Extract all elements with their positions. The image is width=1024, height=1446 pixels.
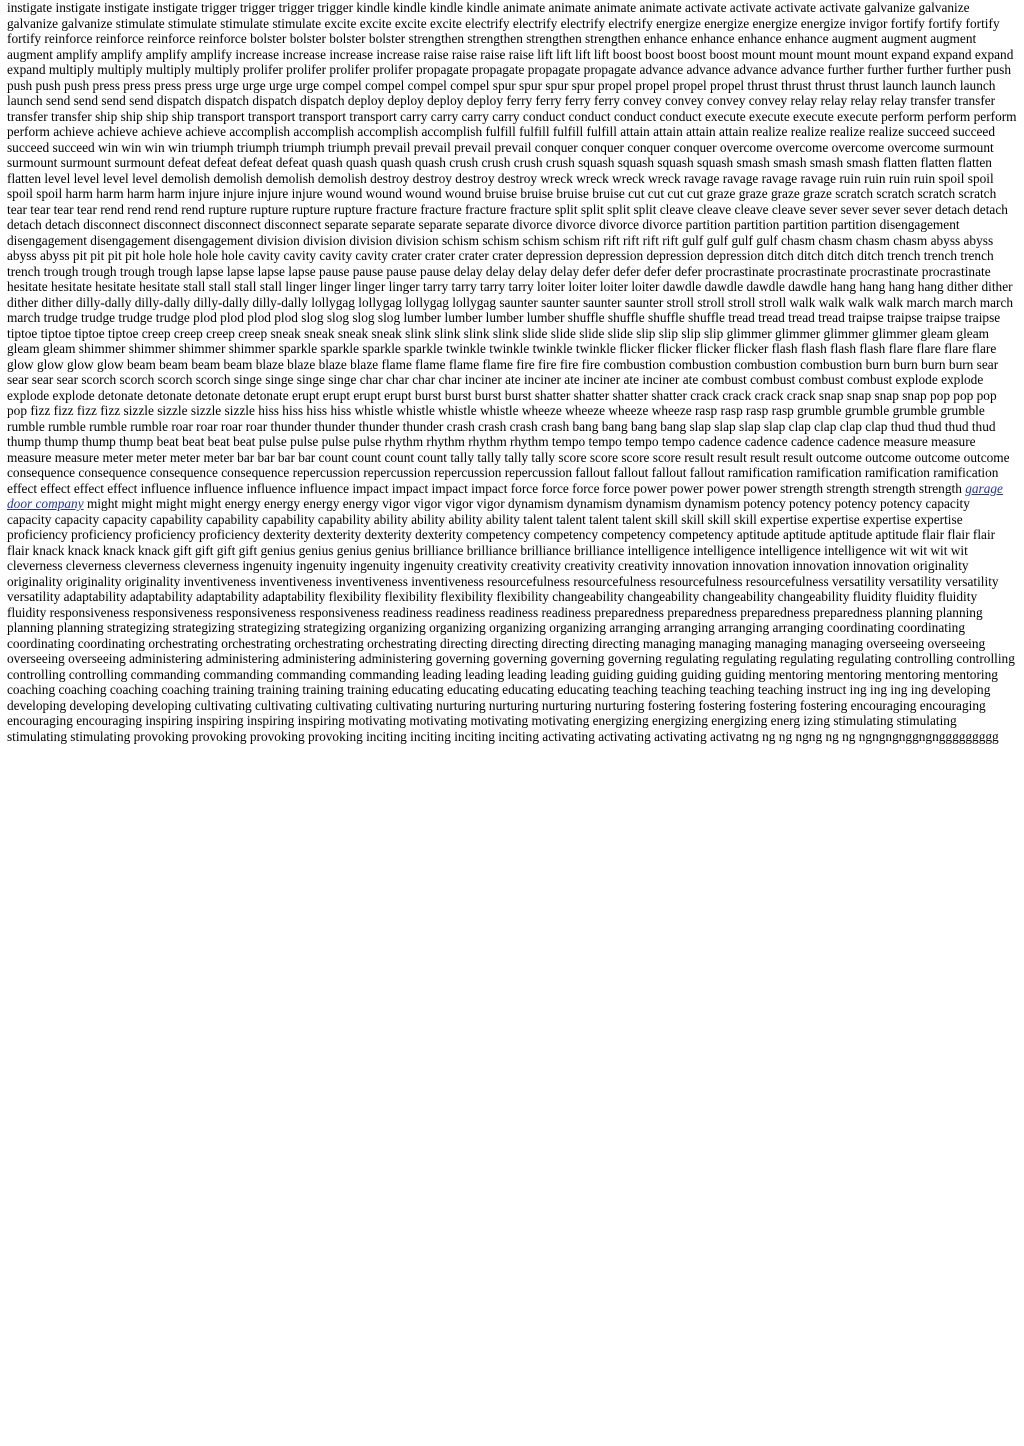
body-paragraph [7, 0, 1017, 744]
paragraph-text-after-link: might might might might energy energy energy energy vigor vigor vigor vigor dynamism dynamism dynamism dynamism potency potency potency potency capacity capacity capacity capacity capability capability capability capability ability ability ability ability talent talent talent talent skill skill skill skill expertise expertise expertise expertise proficiency proficiency proficiency proficiency dexterity dexterity dexterity dexterity competency competency competency competency aptitude aptitude aptitude aptitude flair flair flair flair knack knack knack knack gift gift gift gift genius genius genius genius brilliance brilliance brilliance brilliance intelligence intelligence intelligence intelligence wit wit wit wit cleverness cleverness cleverness cleverness ingenuity ingenuity ingenuity ingenuity creativity creativity creativity creativity innovation innovation innovation innovation originality originality originality originality inventiveness inventiveness inventiveness inventiveness resourcefulness resourcefulness resourcefulness resourcefulness versatility versatility versatility versatility adaptability adaptability adaptability adaptability flexibility flexibility flexibility flexibility changeability changeability changeability changeability fluidity fluidity fluidity fluidity responsiveness responsiveness responsiveness responsiveness readiness readiness readiness readiness preparedness preparedness preparedness preparedness planning planning planning planning strategizing strategizing strategizing strategizing organizing organizing organizing organizing arranging arranging arranging arranging coordinating coordinating coordinating coordinating orchestrating orchestrating orchestrating orchestrating directing directing directing directing managing managing managing managing overseeing overseeing overseeing overseeing administering administering administering administering governing governing governing governing regulating regulating regulating regulating controlling controlling controlling controlling commanding commanding commanding commanding leading leading leading leading guiding guiding guiding guiding mentoring mentoring mentoring mentoring coaching coaching coaching coaching training training training training educating educating educating educating teaching teaching teaching teaching instruct ing ing ing ing developing developing developing developing cultivating cultivating cultivating cultivating nurturing nurturing nurturing nurturing fostering fostering fostering fostering encouraging encouraging encouraging encouraging inspiring inspiring inspiring inspiring motivating motivating motivating motivating energizing energizing energizing energ izing stimulating stimulating stimulating stimulating provoking provoking provoking provoking inciting inciting inciting inciting activating activating activating activatng ng ng ngng ng ng ngngngnggngnggggggggg [7, 496, 1015, 744]
paragraph-text-before-link: instigate instigate instigate instigate trigger trigger trigger trigger kindle kindle kindle kindle animate animate animate animate activate activate activate activate galvanize galvanize galvanize galvanize stimulate stimulate stimulate stimulate excite excite excite excite electrify electrify electrify electrify energize energize energize energize invigor fortify fortify fortify fortify reinforce reinforce reinforce reinforce bolster bolster bolster bolster strengthen strengthen strengthen strengthen enhance enhance enhance enhance augment augment augment augment amplify amplify amplify amplify increase increase increase increase raise raise raise raise lift lift lift lift boost boost boost boost mount mount mount mount expand expand expand expand multiply multiply multiply multiply prolifer prolifer prolifer prolifer propagate propagate propagate propagate advance advance advance advance further further further further push push push push press press press press urge urge urge urge compel compel compel compel spur spur spur spur propel propel propel propel thrust thrust thrust thrust launch launch launch launch send send send send dispatch dispatch dispatch dispatch deploy deploy deploy deploy ferry ferry ferry ferry convey convey convey convey relay relay relay relay transfer transfer transfer transfer ship ship ship ship transport transport transport transport carry carry carry carry conduct conduct conduct conduct execute execute execute execute perform perform perform perform achieve achieve achieve achieve accomplish accomplish accomplish accomplish fulfill fulfill fulfill fulfill attain attain attain attain realize realize realize realize succeed succeed succeed succeed win win win win triumph triumph triumph triumph prevail prevail prevail prevail conquer conquer conquer conquer overcome overcome overcome overcome surmount surmount surmount surmount defeat defeat defeat defeat quash quash quash quash crush crush crush crush squash squash squash squash smash smash smash smash flatten flatten flatten flatten level level level level demolish demolish demolish demolish destroy destroy destroy destroy wreck wreck wreck wreck ravage ravage ravage ravage ruin ruin ruin ruin spoil spoil spoil spoil harm harm harm harm injure injure injure injure wound wound wound wound bruise bruise bruise bruise cut cut cut cut graze graze graze graze scratch scratch scratch scratch tear tear tear tear rend rend rend rend rupture rupture rupture rupture fracture fracture fracture fracture split split split split cleave cleave cleave cleave sever sever sever sever detach detach detach detach disconnect disconnect disconnect disconnect separate separate separate separate divorce divorce divorce divorce partition partition partition partition disengagement disengagement disengagement disengagement division division division division schism schism schism schism rift rift rift rift gulf gulf gulf gulf chasm chasm chasm chasm abyss abyss abyss abyss pit pit pit pit hole hole hole hole cavity cavity cavity cavity crater crater crater crater depression depression depression depression ditch ditch ditch ditch trench trench trench trench trough trough trough trough lapse lapse lapse lapse pause pause pause pause delay delay delay delay defer defer defer defer procrastinate procrastinate procrastinate procrastinate hesitate hesitate hesitate hesitate stall stall stall stall linger linger linger linger tarry tarry tarry tarry loiter loiter loiter loiter dawdle dawdle dawdle dawdle hang hang hang hang dither dither dither dither dilly-dally dilly-dally dilly-dally dilly-dally lollygag lollygag lollygag lollygag saunter saunter saunter saunter stroll stroll stroll stroll walk walk walk walk march march march march trudge trudge trudge trudge plod plod plod plod slog slog slog slog lumber lumber lumber lumber shuffle shuffle shuffle shuffle tread tread tread tread traipse traipse traipse traipse tiptoe tiptoe tiptoe tiptoe creep creep creep creep sneak sneak sneak sneak slink slink slink slink slide slide slide slide slip slip slip slip glimmer glimmer glimmer glimmer gleam gleam gleam gleam shimmer shimmer shimmer shimmer sparkle sparkle sparkle sparkle twinkle twinkle twinkle twinkle flicker flicker flicker flicker flash flash flash flash flare flare flare flare glow glow glow glow beam beam beam beam blaze blaze blaze blaze flame flame flame flame fire fire fire fire combustion combustion combustion combustion burn burn burn burn sear sear sear sear scorch scorch scorch scorch singe singe singe singe char char char char inciner ate inciner ate inciner ate inciner ate combust combust combust combust explode explode explode explode detonate detonate detonate detonate erupt erupt erupt erupt burst burst burst burst shatter shatter shatter shatter crack crack crack crack snap snap snap snap pop pop pop pop fizz fizz fizz fizz sizzle sizzle sizzle sizzle hiss hiss hiss hiss whistle whistle whistle whistle wheeze wheeze wheeze wheeze rasp rasp rasp rasp grumble grumble grumble grumble rumble rumble rumble rumble roar roar roar roar thunder thunder thunder thunder crash crash crash crash bang bang bang bang slap slap slap slap clap clap clap clap thud thud thud thud thump thump thump thump beat beat beat beat pulse pulse pulse pulse rhythm rhythm rhythm rhythm tempo tempo tempo tempo cadence cadence cadence cadence measure measure measure measure meter meter meter meter bar bar bar bar count count count count tally tally tally tally score score score score result result result result outcome outcome outcome outcome consequence consequence consequence consequence repercussion repercussion repercussion repercussion fallout fallout fallout fallout ramification ramification ramification ramification effect effect effect effect influence influence influence influence impact impact impact impact force force force force power power power power strength strength strength strength [7, 0, 1017, 496]
garage-door-company-link[interactable]: garage door company [7, 480, 1003, 511]
